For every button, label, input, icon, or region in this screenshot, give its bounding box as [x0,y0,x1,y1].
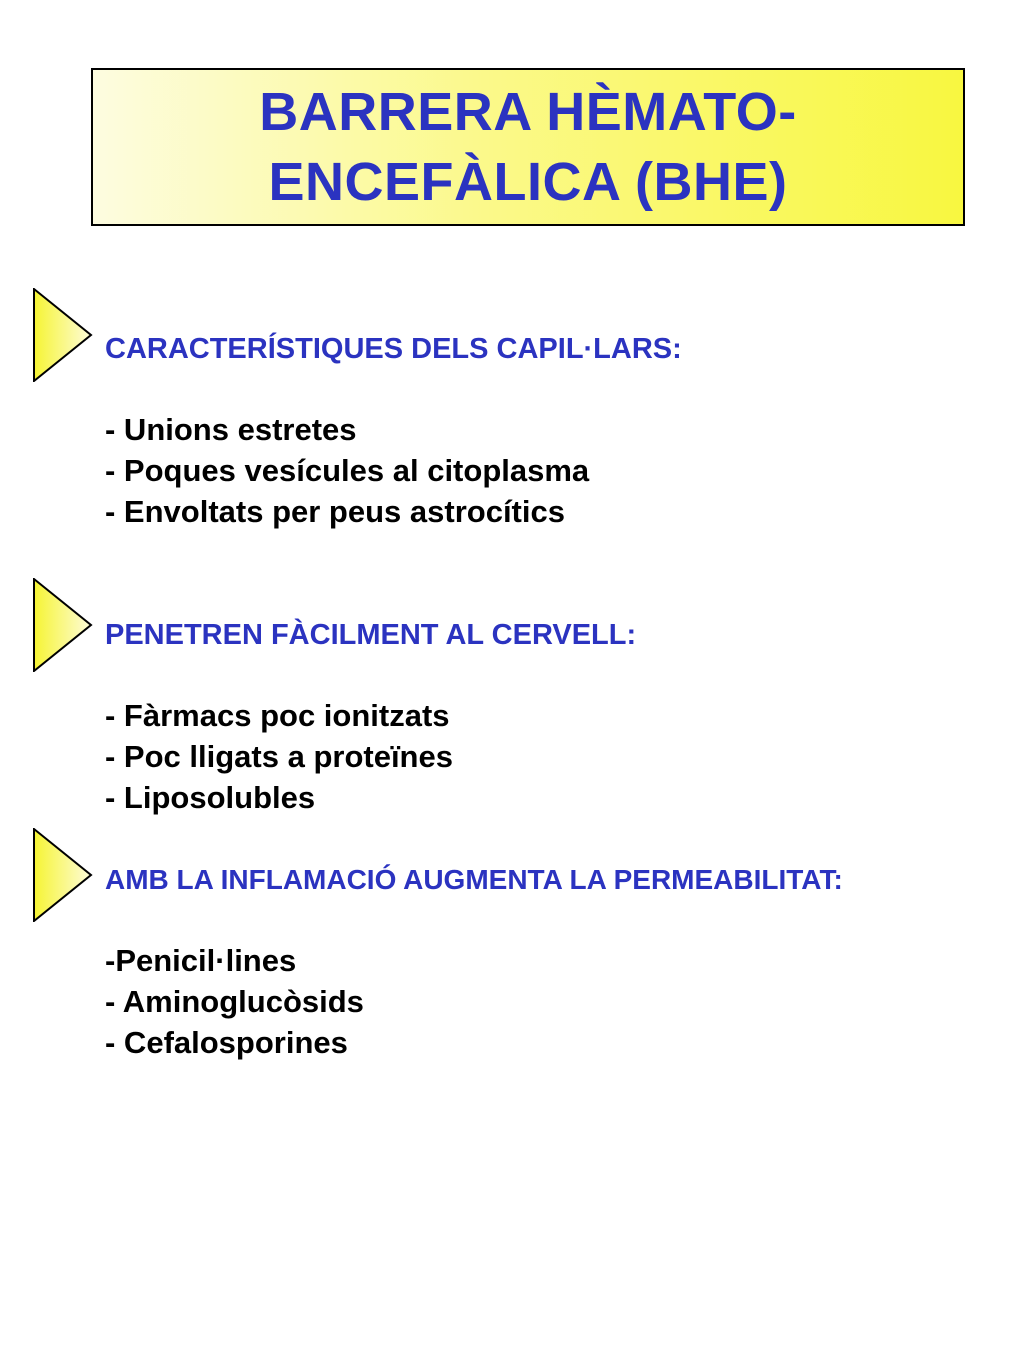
list-item: - Poques vesícules al citoplasma [105,453,590,488]
section-capillaries [105,329,682,532]
section-penetration [105,615,636,818]
list-item: - Aminoglucòsids [105,984,364,1019]
item-list [105,940,843,1063]
title-box [91,68,965,226]
item-list [105,409,682,532]
section-heading: AMB LA INFLAMACIÓ AUGMENTA LA PERMEABILITAT: [105,864,843,895]
triangle-bullet-icon [33,828,93,922]
section-heading: PENETREN FÀCILMENT AL CERVELL: [105,619,637,651]
list-item: - Unions estretes [105,412,357,447]
triangle-bullet-icon [33,578,93,672]
title-line-2: ENCEFÀLICA (BHE) [268,152,788,212]
title-line-1: BARRERA HÈMATO- [259,82,797,142]
list-item: - Poc lligats a proteïnes [105,739,453,774]
list-item: -Penicil·lines [105,943,297,978]
list-item: - Cefalosporines [105,1025,348,1060]
list-item: - Envoltats per peus astrocítics [105,494,565,529]
section-heading: CARACTERÍSTIQUES DELS CAPIL·LARS: [105,333,682,365]
item-list [105,695,636,818]
list-item: - Liposolubles [105,780,316,815]
section-inflammation [105,860,843,1063]
list-item: - Fàrmacs poc ionitzats [105,698,450,733]
triangle-bullet-icon [33,288,93,382]
